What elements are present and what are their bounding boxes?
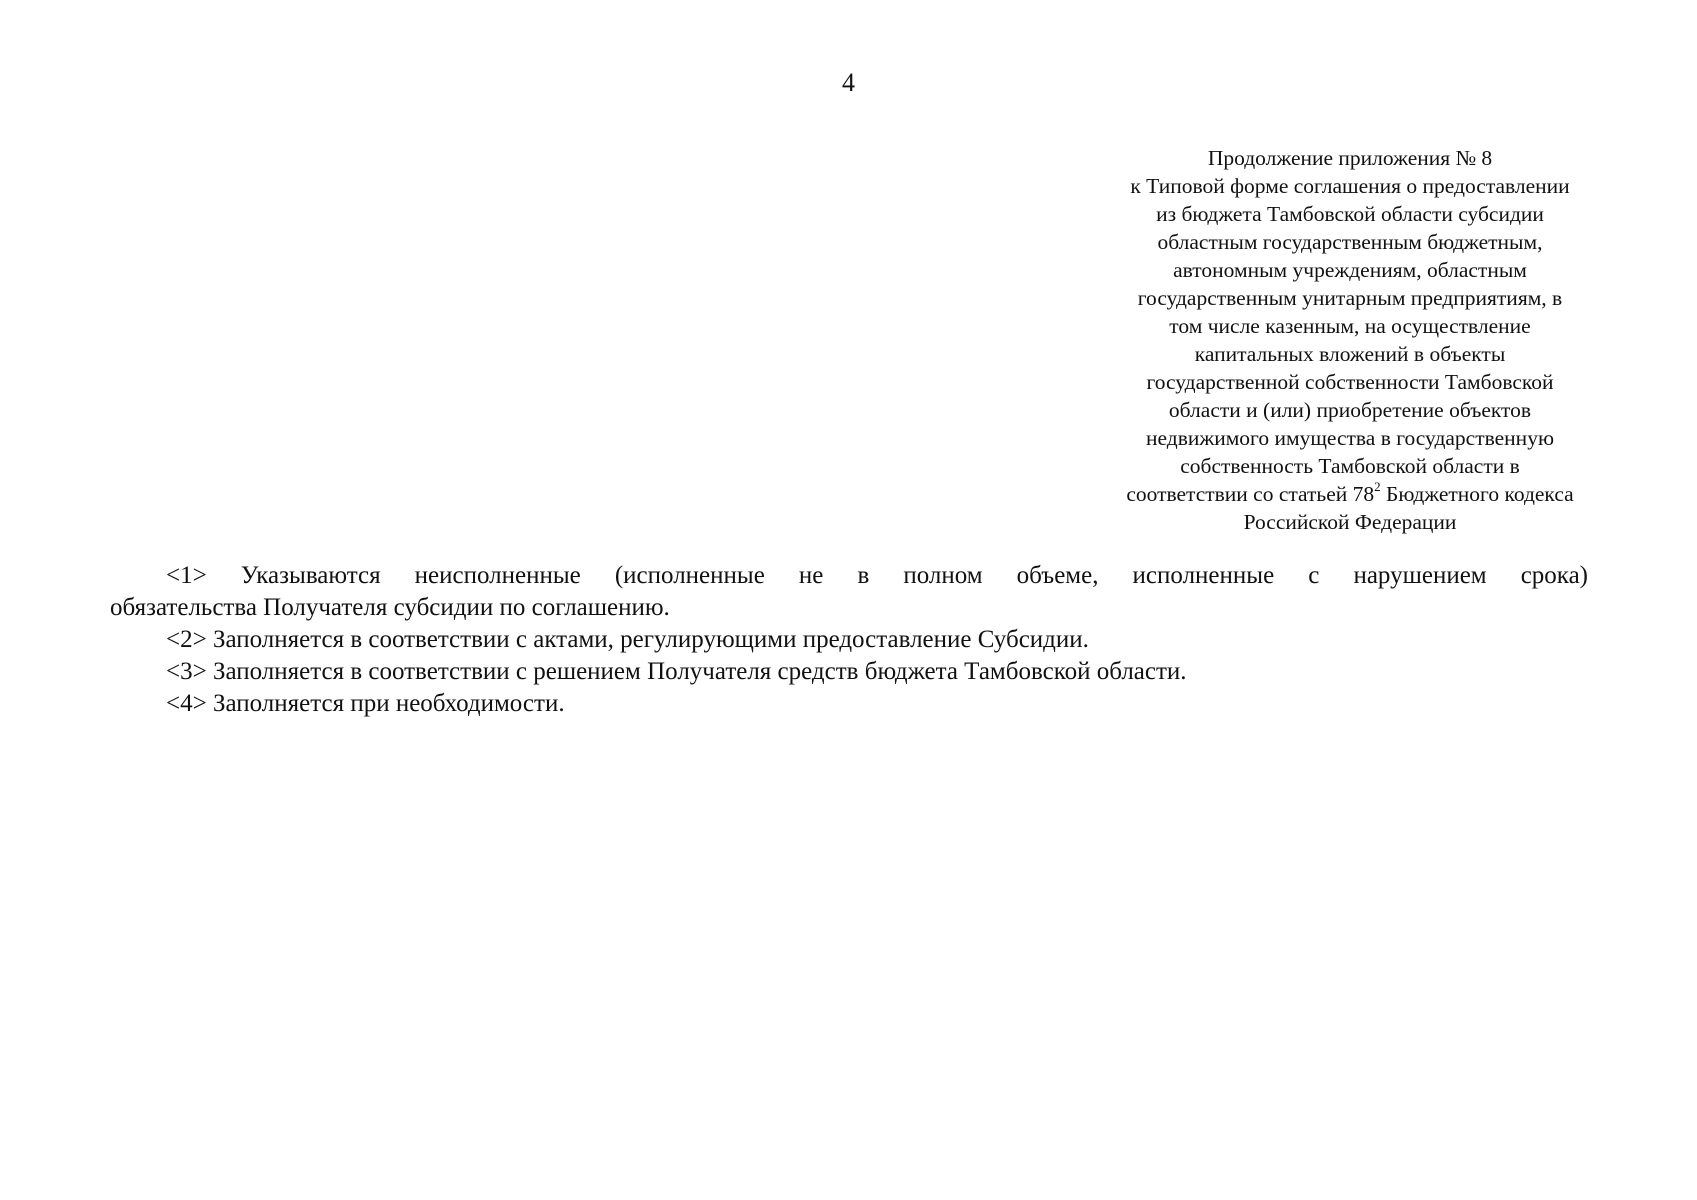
appendix-header-line: областным государственным бюджетным, [1157, 230, 1543, 254]
appendix-header-line: государственным унитарным предприятиям, в [1137, 286, 1563, 310]
appendix-header-line: государственной собственности Тамбовской [1146, 370, 1554, 394]
appendix-header-line: Продолжение приложения № 8 [1207, 146, 1493, 170]
appendix-header-article-line [1040, 480, 1660, 508]
footnote-1-line-2: обязательства Получателя субсидии по соглашению. [110, 594, 670, 621]
appendix-header-line: области и (или) приобретение объектов [1168, 398, 1532, 422]
appendix-header-line: из бюджета Тамбовской области субсидии [1156, 202, 1544, 226]
footnote-3: <3> Заполняется в соответствии с решением Получателя средств бюджета Тамбовской области. [166, 658, 1187, 685]
footnote-1-line-1: <1> Указываются неисполненные (исполненные не в полном объеме, исполненные с нарушением срока) [166, 562, 1588, 589]
article-text-after: Бюджетного кодекса [1380, 482, 1574, 506]
footnote-2: <2> Заполняется в соответствии с актами, регулирующими предоставление Субсидии. [166, 626, 1089, 653]
appendix-header [1040, 144, 1660, 536]
footnote-1 [110, 560, 1588, 624]
article-superscript: 2 [1374, 478, 1381, 494]
appendix-header-line: Российской Федерации [1243, 510, 1457, 534]
appendix-header-line: собственность Тамбовской области в [1180, 454, 1520, 478]
appendix-header-line: к Типовой форме соглашения о предоставлении [1130, 174, 1570, 198]
footnotes [110, 560, 1588, 720]
appendix-header-line: том числе казенным, на осуществление [1169, 314, 1531, 338]
page-number: 4 [842, 68, 855, 97]
article-text-before: соответствии со статьей 78 [1126, 482, 1375, 506]
appendix-header-line: недвижимого имущества в государственную [1145, 426, 1555, 450]
footnote-4: <4> Заполняется при необходимости. [166, 690, 565, 717]
appendix-header-line: капитальных вложений в объекты [1194, 342, 1506, 366]
appendix-header-line: автономным учреждениям, областным [1173, 258, 1527, 282]
